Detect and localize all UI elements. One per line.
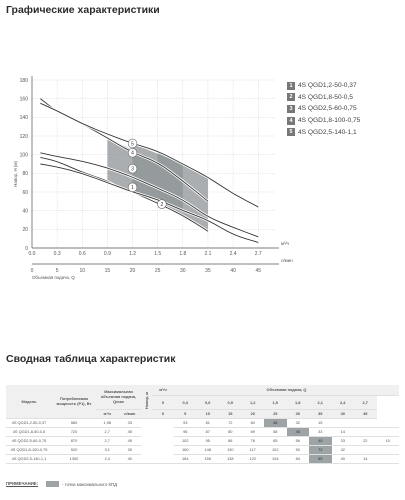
cell-head: 95 — [197, 436, 220, 445]
x-bottom-tick-8: 40 — [230, 268, 236, 274]
y-tick-2: 40 — [22, 208, 28, 215]
flow-lmin-4: 20 — [242, 409, 265, 418]
flow-m3h-8: 2,4 — [332, 395, 355, 409]
curve-marker-label-1: 1 — [131, 185, 134, 192]
cell-model: 4S QGD2,5-60-0,75 — [6, 436, 52, 445]
cell-head: 81 — [197, 418, 220, 427]
flow-lmin-2: 10 — [197, 409, 220, 418]
cell-head: 122 — [242, 454, 265, 463]
flow-lmin-5: 25 — [264, 409, 287, 418]
cell-head: 130 — [219, 445, 242, 454]
cell-qmax-m3h: 2,7 — [96, 427, 119, 436]
legend-item-2 — [287, 92, 360, 104]
cell-qmax-lmin: 40 — [119, 454, 142, 463]
legend-number: 2 — [287, 93, 295, 101]
cell-qmax-lmin: 33 — [119, 418, 142, 427]
legend-label: 4S QGD2,5-140-1,1 — [298, 128, 357, 136]
cell-head: 15 — [309, 418, 332, 427]
specs-table — [6, 385, 399, 464]
cell-model: 4S QGD2,5-140-1,1 — [6, 454, 52, 463]
cell-head: 96 — [174, 427, 197, 436]
flow-lmin-6: 30 — [287, 409, 310, 418]
x-top-tick-2: 0.6 — [78, 251, 86, 257]
cell-power: 870 — [52, 436, 96, 445]
legend-item-3 — [287, 103, 360, 115]
x-top-tick-9: 2.7 — [254, 251, 262, 257]
cell-head: 42 — [332, 445, 355, 454]
x-bottom-tick-7: 35 — [205, 268, 211, 274]
cell-head: 86 — [219, 436, 242, 445]
table-heading: Сводная таблица характеристик — [6, 353, 176, 365]
flow-lmin-3: 15 — [219, 409, 242, 418]
curve-marker-label-3: 3 — [131, 166, 134, 173]
cell-head: 60 — [242, 418, 265, 427]
cell-head: 104 — [264, 454, 287, 463]
chart-legend — [287, 80, 360, 138]
cell-head: 80 — [219, 427, 242, 436]
x-top-tick-7: 2.1 — [204, 251, 212, 257]
flow-m3h-7: 2,1 — [309, 395, 332, 409]
cell-head: 14 — [332, 427, 355, 436]
cell-head: 22 — [354, 436, 377, 445]
table-header-row — [6, 385, 399, 395]
col-model: Модель — [6, 385, 52, 418]
x-top-unit: м³/ч — [281, 241, 289, 246]
y-tick-5: 100 — [19, 152, 28, 159]
cell-head — [354, 445, 377, 454]
legend-label: 4S QGD2,5-60-0,75 — [298, 105, 357, 113]
x-top-tick-8: 2.4 — [229, 251, 237, 257]
x-top-tick-4: 1.2 — [129, 251, 137, 257]
table-row — [6, 436, 399, 445]
col-power: Потребляемая мощность (P1), Вт — [52, 385, 96, 418]
legend-item-4 — [287, 115, 360, 127]
cell-head: 48 — [264, 418, 287, 427]
cell-head: 148 — [197, 445, 220, 454]
x-top-tick-0: 0.0 — [28, 251, 36, 257]
col-head: Напор, м — [141, 385, 152, 418]
flow-m3h-4: 1,2 — [242, 395, 265, 409]
unit-m3h: м³/ч — [152, 385, 174, 395]
y-tick-3: 60 — [22, 189, 28, 196]
table-row — [6, 427, 399, 436]
cell-head: 164 — [174, 454, 197, 463]
cell-head — [377, 454, 400, 463]
flow-m3h-6: 1,8 — [287, 395, 310, 409]
chart-heading: Графические характеристики — [6, 4, 160, 16]
cell-head — [377, 427, 400, 436]
cell-head — [377, 445, 400, 454]
note — [6, 481, 117, 487]
legend-item-1 — [287, 80, 360, 92]
cell-head-label — [141, 418, 174, 463]
cell-head: 45 — [309, 436, 332, 445]
flow-m3h-5: 1,5 — [264, 395, 287, 409]
cell-head: 102 — [174, 436, 197, 445]
cell-power: 580 — [52, 418, 96, 427]
y-axis-label: Напор, H (м) — [13, 161, 18, 187]
flow-m3h-3: 0,9 — [219, 395, 242, 409]
cell-head: 117 — [242, 445, 265, 454]
legend-label: 4S QGD1,2-50-0,37 — [298, 82, 357, 90]
cell-power: 920 — [52, 445, 96, 454]
cell-model: 4S QGD1,2-50-0,37 — [6, 418, 52, 427]
note-label: ПРИМЕЧАНИЕ: — [6, 481, 39, 486]
cell-head: 65 — [309, 454, 332, 463]
legend-item-5 — [287, 126, 360, 138]
col-flow-header: Объемная подача, Q — [174, 385, 399, 395]
cell-head: 32 — [287, 418, 310, 427]
legend-label: 4S QGD1,8-50-0,5 — [298, 93, 353, 101]
cell-power: 1300 — [52, 454, 96, 463]
cell-head — [354, 418, 377, 427]
cell-head: 93 — [174, 418, 197, 427]
cell-head: 33 — [309, 427, 332, 436]
x-axis-label: Объемная подача, Q — [32, 275, 75, 280]
flow-lmin-8: 40 — [332, 409, 355, 418]
cell-head — [332, 418, 355, 427]
flow-lmin-1: 5 — [174, 409, 197, 418]
cell-head: 84 — [287, 454, 310, 463]
x-bottom-unit: л/мин — [281, 258, 293, 263]
flow-lmin-0: 0 — [152, 409, 174, 418]
flow-m3h-1: 0,3 — [174, 395, 197, 409]
x-top-tick-5: 1.5 — [154, 251, 162, 257]
legend-number: 3 — [287, 105, 295, 113]
x-top-tick-6: 1.8 — [179, 251, 187, 257]
table-row — [6, 418, 399, 427]
cell-qmax-lmin: 45 — [119, 427, 142, 436]
cell-qmax-m3h: 1,98 — [96, 418, 119, 427]
x-bottom-tick-0: 0 — [30, 268, 34, 274]
cell-head: 65 — [264, 436, 287, 445]
table-row — [6, 445, 399, 454]
cell-head: 102 — [264, 445, 287, 454]
legend-number: 4 — [287, 117, 295, 125]
note-swatch — [46, 481, 59, 487]
legend-number: 1 — [287, 82, 295, 90]
curve-marker-label-4: 4 — [131, 150, 134, 157]
cell-model: 4S QGD1,8-100-0,75 — [6, 445, 52, 454]
x-top-tick-3: 0.9 — [103, 251, 111, 257]
curve-marker-label-2: 2 — [160, 201, 164, 208]
cell-head: 69 — [242, 427, 265, 436]
flow-m3h-2: 0,6 — [197, 395, 220, 409]
x-bottom-tick-2: 10 — [79, 268, 86, 274]
flow-lmin-7: 35 — [309, 409, 332, 418]
cell-head — [377, 418, 400, 427]
cell-qmax-lmin: 35 — [119, 445, 142, 454]
cell-head: 72 — [309, 445, 332, 454]
cell-head: 14 — [354, 454, 377, 463]
y-tick-8: 160 — [19, 96, 28, 103]
cell-head: 90 — [287, 445, 310, 454]
flow-lmin-9: 45 — [354, 409, 377, 418]
curve-marker-label-5: 5 — [131, 141, 134, 148]
col-max-flow: Максимальная объемная подача, Qmax — [96, 385, 141, 409]
cell-head: 10 — [377, 436, 400, 445]
y-tick-4: 80 — [22, 171, 28, 178]
cell-head: 155 — [197, 454, 220, 463]
x-bottom-tick-3: 15 — [104, 268, 111, 274]
legend-number: 5 — [287, 128, 295, 136]
flow-m3h-9: 2,7 — [354, 395, 377, 409]
y-tick-0: 0 — [25, 245, 28, 252]
legend-label: 4S QGD1,8-100-0,75 — [298, 117, 361, 125]
cell-qmax-m3h: 2,4 — [96, 454, 119, 463]
cell-qmax-lmin: 45 — [119, 436, 142, 445]
table-row — [6, 454, 399, 463]
cell-head: 40 — [332, 454, 355, 463]
y-tick-6: 120 — [19, 133, 28, 140]
x-bottom-tick-5: 25 — [154, 268, 161, 274]
unit-m3h-sub: м³/ч — [96, 409, 119, 418]
x-bottom-tick-6: 30 — [180, 268, 186, 274]
cell-power: 720 — [52, 427, 96, 436]
cell-qmax-m3h: 3,1 — [96, 445, 119, 454]
unit-lmin-sub: л/мин — [119, 409, 142, 418]
cell-head: 58 — [264, 427, 287, 436]
y-tick-7: 140 — [19, 115, 28, 122]
cell-head: 87 — [197, 427, 220, 436]
y-tick-9: 180 — [19, 77, 28, 84]
cell-head: 72 — [219, 418, 242, 427]
cell-qmax-m3h: 2,7 — [96, 436, 119, 445]
cell-head: 33 — [332, 436, 355, 445]
note-text: - точка максимального КПД — [62, 481, 117, 487]
cell-head: 76 — [242, 436, 265, 445]
cell-head: 56 — [287, 436, 310, 445]
x-bottom-tick-1: 5 — [55, 268, 59, 274]
cell-model: 4S QGD1,8-50-0,5 — [6, 427, 52, 436]
x-bottom-tick-4: 20 — [129, 268, 136, 274]
cell-head — [354, 427, 377, 436]
cell-head: 45 — [287, 427, 310, 436]
flow-m3h-0: 0 — [152, 395, 174, 409]
x-top-tick-1: 0.3 — [53, 251, 61, 257]
cell-head: 160 — [174, 445, 197, 454]
cell-head: 138 — [219, 454, 242, 463]
x-bottom-tick-9: 45 — [255, 268, 262, 274]
y-tick-1: 20 — [22, 227, 28, 234]
